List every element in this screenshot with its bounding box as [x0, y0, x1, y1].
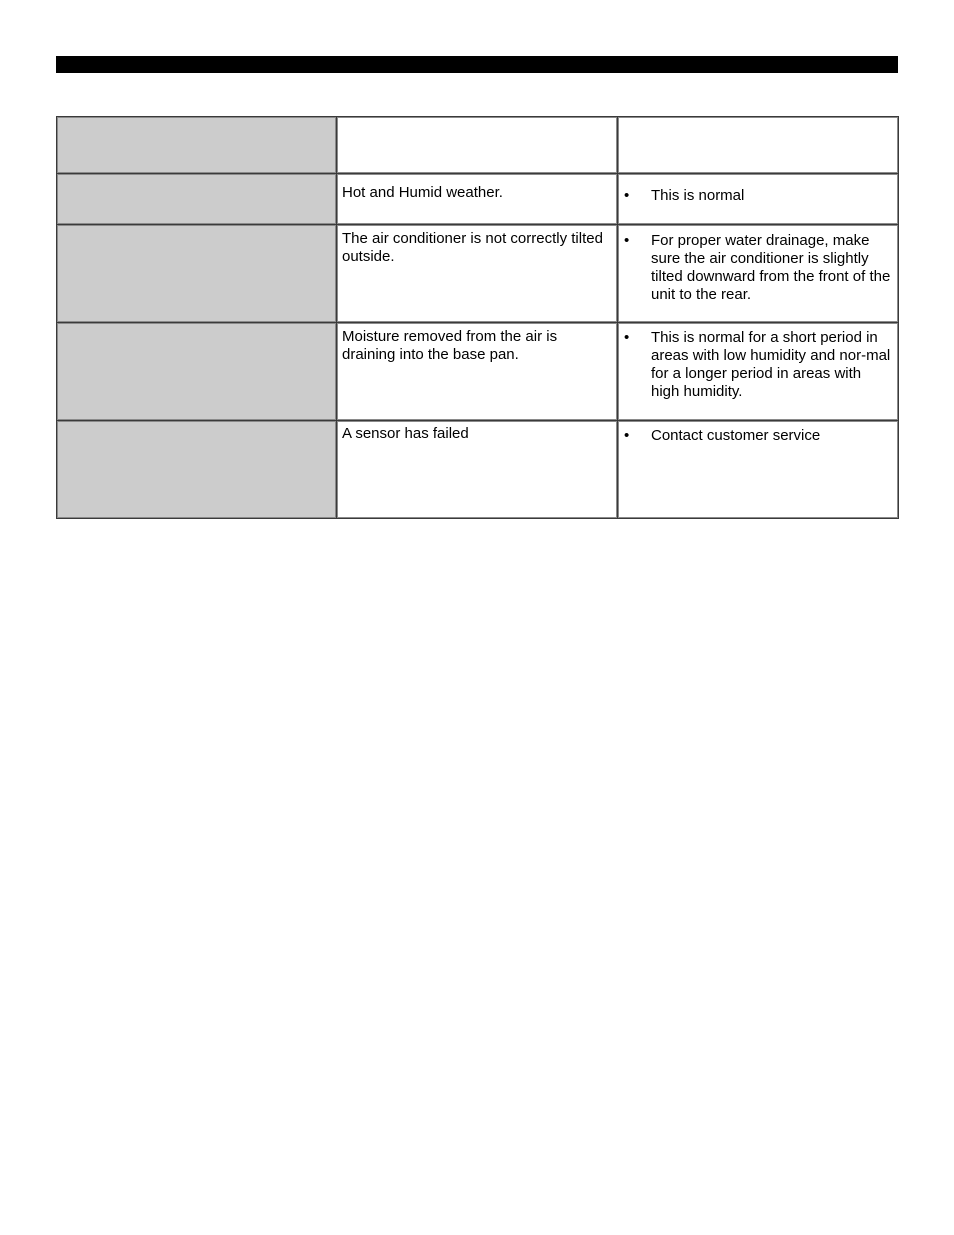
cause-cell — [337, 225, 618, 323]
problem-cell — [57, 421, 337, 519]
problem-cell — [57, 174, 337, 225]
solution-cell — [618, 323, 899, 421]
header-cell-problem — [57, 117, 337, 174]
bullet-icon: • — [624, 232, 630, 249]
table-row — [57, 323, 899, 421]
table-row — [57, 225, 899, 323]
problem-cell — [57, 323, 337, 421]
solution-text: For proper water drainage, make sure the air conditioner is slightly tilted downward from the front of the unit to the rear. — [651, 232, 891, 303]
header-cell-solution — [618, 117, 899, 174]
cause-cell — [337, 174, 618, 225]
table-row — [57, 421, 899, 519]
table-row — [57, 174, 899, 225]
solution-text: This is normal for a short period in areas with low humidity and nor-mal for a longer period in areas with high humidity. — [651, 329, 891, 400]
table-header-row — [57, 117, 899, 174]
solution-cell — [618, 421, 899, 519]
cause-text: Hot and Humid weather. — [342, 184, 503, 201]
cause-cell — [337, 323, 618, 421]
bullet-icon: • — [624, 329, 630, 346]
header-cell-cause — [337, 117, 618, 174]
bullet-icon: • — [624, 187, 630, 204]
problem-cell — [57, 225, 337, 323]
cause-text: A sensor has failed — [342, 425, 469, 442]
solution-text: Contact customer service — [651, 427, 821, 444]
cause-cell — [337, 421, 618, 519]
troubleshooting-table — [56, 116, 899, 519]
solution-cell — [618, 174, 899, 225]
cause-text: The air conditioner is not correctly tilted outside. — [342, 230, 603, 265]
cause-text: Moisture removed from the air is draining into the base pan. — [342, 328, 558, 363]
solution-cell — [618, 225, 899, 323]
bullet-icon: • — [624, 427, 630, 444]
header-bar — [56, 56, 898, 73]
solution-text: This is normal — [651, 187, 745, 204]
